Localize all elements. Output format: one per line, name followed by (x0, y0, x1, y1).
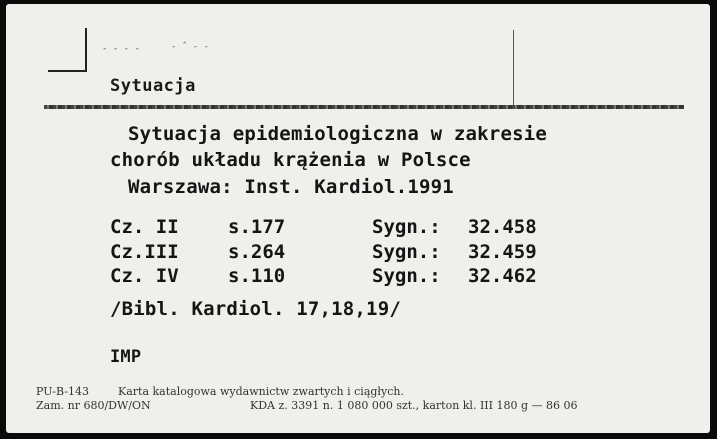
volume-page: s.110 (228, 265, 286, 287)
title-line-2: chorób układu krążenia w Polsce (110, 149, 471, 171)
card-heading: Sytuacja (110, 76, 196, 96)
signature-label: Sygn.: (372, 216, 441, 238)
signature-number: 32.458 (468, 216, 537, 238)
signature-number: 32.462 (468, 265, 537, 287)
ink-speck: ‐ ˆ ‐ ‐ (171, 42, 209, 52)
volume-part: Cz. II (110, 216, 179, 238)
title-line-1: Sytuacja epidemiologiczna w zakresie (128, 123, 548, 145)
corner-mark-vertical (85, 28, 87, 72)
volume-page: s.177 (228, 216, 286, 238)
footer-order-number: Zam. nr 680/DW/ON (36, 399, 151, 412)
footer-form-title: Karta katalogowa wydawnictw zwartych i ciągłych. (118, 385, 404, 398)
ink-speck: ‐ ‐ ‐ ‐ (102, 44, 140, 54)
series-note: /Bibl. Kardiol. 17,18,19/ (110, 298, 401, 320)
corner-mark-horizontal (48, 70, 87, 72)
library-note: IMP (110, 347, 142, 367)
catalog-card (6, 4, 710, 433)
imprint-line: Warszawa: Inst. Kardiol.1991 (128, 176, 454, 198)
horizontal-rule (44, 105, 684, 109)
volume-part: Cz. IV (110, 265, 179, 287)
volume-page: s.264 (228, 241, 286, 263)
signature-number: 32.459 (468, 241, 537, 263)
signature-label: Sygn.: (372, 241, 441, 263)
footer-form-code: PU-B-143 (36, 385, 90, 398)
volume-part: Cz.III (110, 241, 179, 263)
footer-print-info: KDA z. 3391 n. 1 080 000 szt., karton kl. III 180 g — 86 06 (250, 399, 578, 412)
vertical-rule (513, 30, 514, 106)
signature-label: Sygn.: (372, 265, 441, 287)
